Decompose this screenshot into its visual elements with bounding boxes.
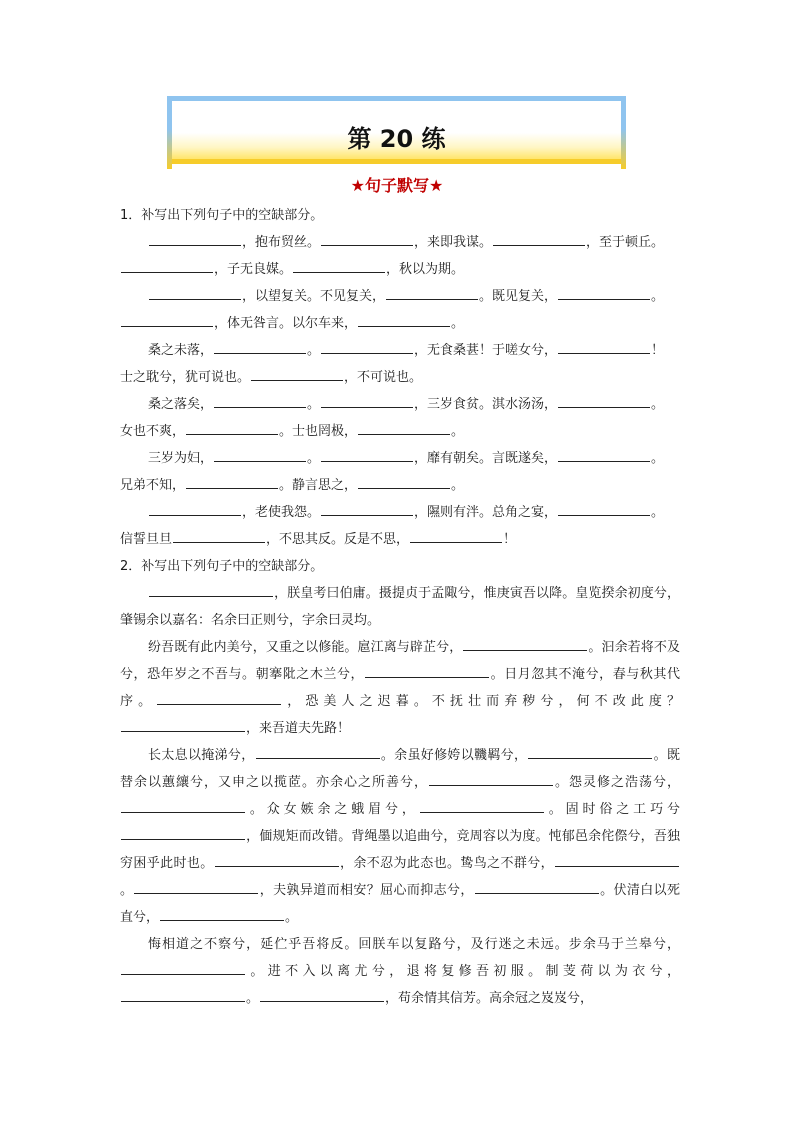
blank[interactable] bbox=[475, 879, 599, 894]
blank[interactable] bbox=[358, 420, 450, 435]
blank[interactable] bbox=[321, 231, 413, 246]
blank[interactable] bbox=[321, 447, 413, 462]
q1-line: 桑之未落， 。 ，无食桑葚！于嗟女兮， ！ bbox=[120, 337, 680, 364]
blank[interactable] bbox=[149, 582, 273, 597]
question-2-label: 2．补写出下列句子中的空缺部分。 bbox=[120, 559, 324, 574]
q1-line: ，以望复关。不见复关， 。既见复关， 。 bbox=[120, 283, 680, 310]
blank[interactable] bbox=[215, 852, 339, 867]
blank[interactable] bbox=[528, 744, 652, 759]
q1-line: ，子无良媒。 ，秋以为期。 bbox=[120, 256, 680, 283]
blank[interactable] bbox=[463, 636, 587, 651]
blank[interactable] bbox=[558, 339, 650, 354]
blank[interactable] bbox=[558, 393, 650, 408]
blank[interactable] bbox=[173, 528, 265, 543]
blank[interactable] bbox=[121, 258, 213, 273]
blank[interactable] bbox=[358, 312, 450, 327]
q2-paragraph-3: 长太息以掩涕兮， 。余虽好修姱以鞿羁兮， 。既替余以蕙纕兮，又申之以揽茝。亦余心之所善兮， 。怨灵修之浩荡兮，。众女嫉余之蛾眉兮， 。固时俗之工巧兮，偭规矩而改错。背绳墨以追曲兮，竞周容以为度。忳郁邑余侘傺兮，吾独穷困乎此时也。 ，余不忍为此态也。鸷鸟之不群兮，。 ，夫孰异道而相安？屈心而抑志兮， 。伏清白以死直兮， 。 bbox=[120, 742, 680, 931]
blank[interactable] bbox=[121, 312, 213, 327]
blank[interactable] bbox=[121, 825, 245, 840]
blank[interactable] bbox=[186, 474, 278, 489]
q1-line: ，老使我怨。 ，隰则有泮。总角之宴， 。 bbox=[120, 499, 680, 526]
question-1-label: 1．补写出下列句子中的空缺部分。 bbox=[120, 208, 324, 223]
q1-line: ，体无咎言。以尔车来， 。 bbox=[120, 310, 680, 337]
blank[interactable] bbox=[256, 744, 380, 759]
blank[interactable] bbox=[555, 852, 679, 867]
blank[interactable] bbox=[134, 879, 258, 894]
blank[interactable] bbox=[365, 663, 489, 678]
q1-line: 桑之落矣， 。 ，三岁食贫。淇水汤汤， 。 bbox=[120, 391, 680, 418]
blank[interactable] bbox=[321, 501, 413, 516]
blank[interactable] bbox=[214, 393, 306, 408]
blank[interactable] bbox=[157, 690, 281, 705]
blank[interactable] bbox=[493, 231, 585, 246]
q2-paragraph-4: 悔相道之不察兮，延伫乎吾将反。回朕车以复路兮，及行迷之未远。步余马于兰皋兮，。进不入以离尤兮，退将复修吾初服。制芰荷以为衣兮，。 ，苟余情其信芳。高余冠之岌岌兮， bbox=[120, 931, 680, 1012]
q2-paragraph-2: 纷吾既有此内美兮，又重之以修能。扈江离与辟芷兮， 。汩余若将不及兮，恐年岁之不吾与。朝搴阰之木兰兮， 。日月忽其不淹兮，春与秋其代序。 ，恐美人之迟暮。不抚壮而弃秽兮，何不改此度？，来吾道夫先路！ bbox=[120, 634, 680, 742]
blank[interactable] bbox=[160, 906, 284, 921]
blank[interactable] bbox=[321, 393, 413, 408]
blank[interactable] bbox=[558, 285, 650, 300]
blank[interactable] bbox=[358, 474, 450, 489]
blank[interactable] bbox=[558, 501, 650, 516]
blank[interactable] bbox=[558, 447, 650, 462]
blank[interactable] bbox=[293, 258, 385, 273]
page-title: 第 20 练 bbox=[347, 125, 446, 153]
q1-line: 信誓旦旦 ，不思其反。反是不思， ！ bbox=[120, 526, 680, 553]
blank[interactable] bbox=[386, 285, 478, 300]
q1-line: 三岁为妇， 。 ，靡有朝矣。言既遂矣， 。 bbox=[120, 445, 680, 472]
blank[interactable] bbox=[251, 366, 343, 381]
blank[interactable] bbox=[186, 420, 278, 435]
blank[interactable] bbox=[260, 987, 384, 1002]
q1-line: 女也不爽， 。士也罔极， 。 bbox=[120, 418, 680, 445]
section-heading: ★句子默写★ bbox=[350, 176, 444, 195]
blank[interactable] bbox=[121, 798, 245, 813]
q1-line: 士之耽兮，犹可说也。 ，不可说也。 bbox=[120, 364, 680, 391]
q1-line: ，抱布贸丝。 ，来即我谋。 ，至于顿丘。 bbox=[120, 229, 680, 256]
blank[interactable] bbox=[121, 717, 245, 732]
blank[interactable] bbox=[214, 339, 306, 354]
q1-line: 兄弟不知， 。静言思之， 。 bbox=[120, 472, 680, 499]
blank[interactable] bbox=[321, 339, 413, 354]
blank[interactable] bbox=[410, 528, 502, 543]
blank[interactable] bbox=[121, 960, 245, 975]
blank[interactable] bbox=[149, 501, 241, 516]
blank[interactable] bbox=[121, 987, 245, 1002]
blank[interactable] bbox=[149, 231, 241, 246]
blank[interactable] bbox=[429, 771, 553, 786]
blank[interactable] bbox=[214, 447, 306, 462]
blank[interactable] bbox=[420, 798, 544, 813]
q2-paragraph-1: ，朕皇考曰伯庸。摄提贞于孟陬兮，惟庚寅吾以降。皇览揆余初度兮，肇锡余以嘉名：名余曰正则兮，字余曰灵均。 bbox=[120, 580, 680, 634]
blank[interactable] bbox=[149, 285, 241, 300]
title-banner bbox=[167, 96, 626, 164]
worksheet-body bbox=[120, 202, 680, 1012]
